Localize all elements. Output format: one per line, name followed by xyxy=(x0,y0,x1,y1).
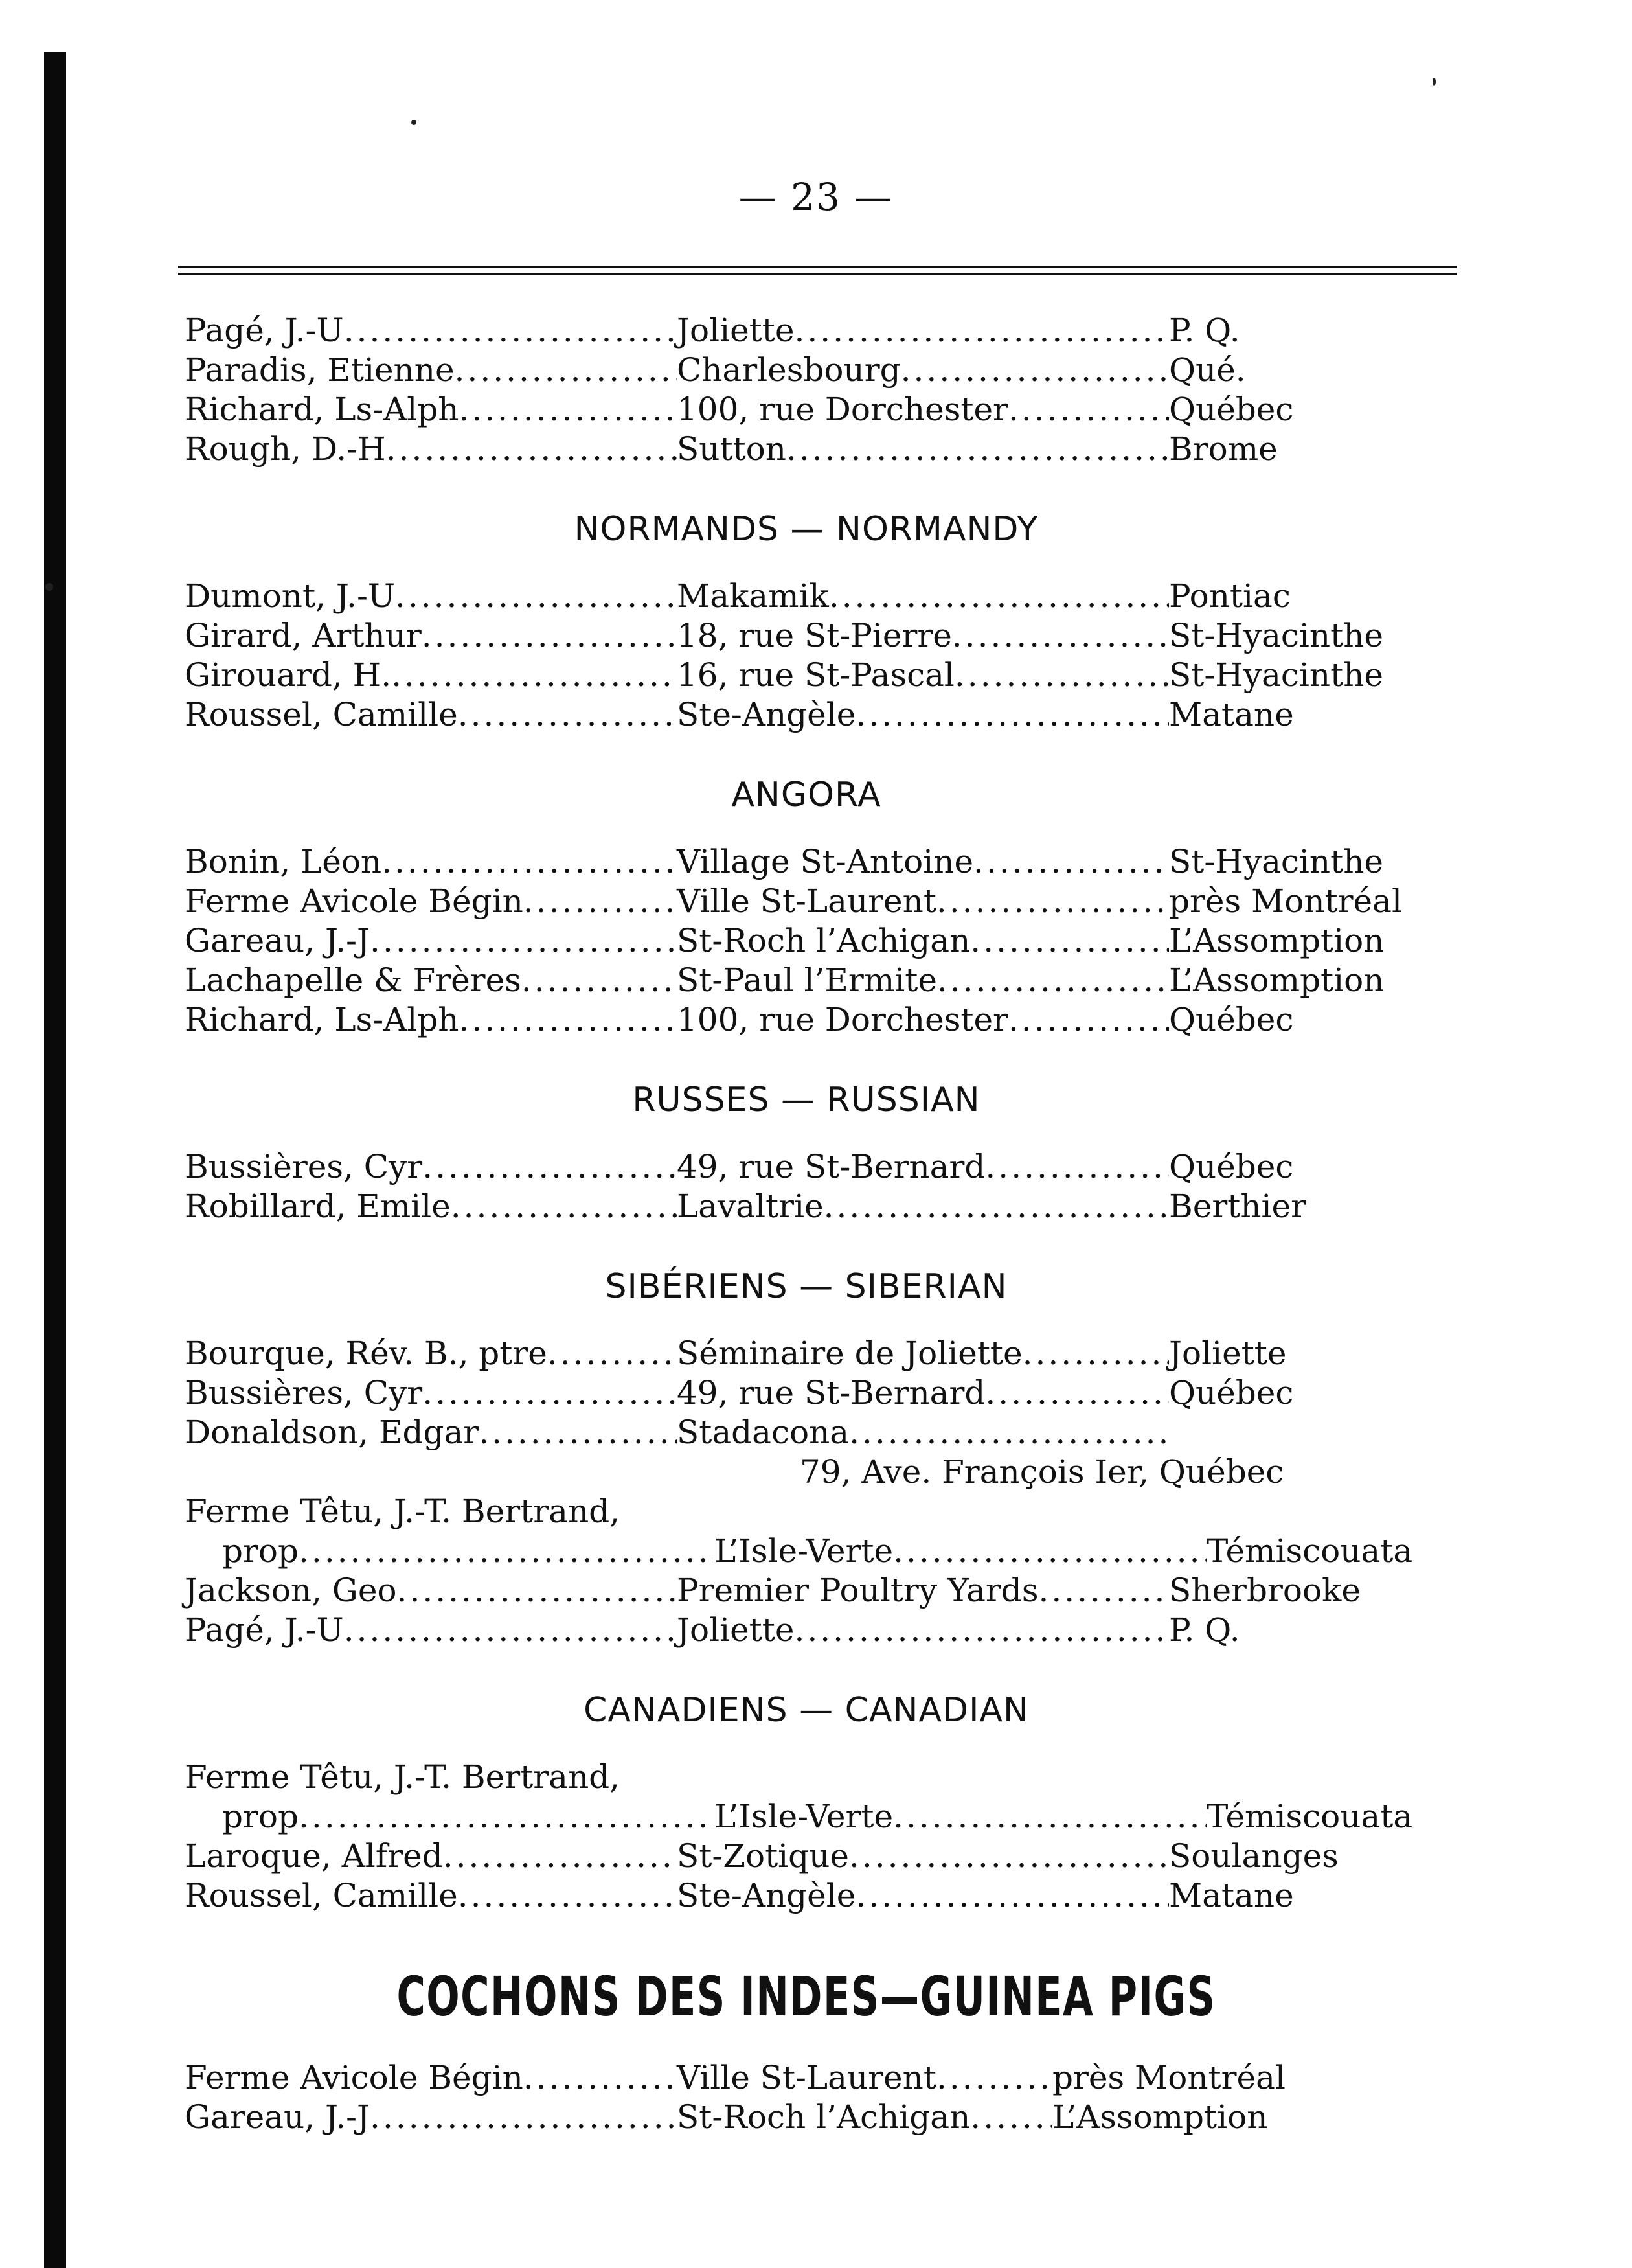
breeder-name: Gareau, J.-J xyxy=(185,922,370,959)
breeder-region: St-Hyacinthe xyxy=(1169,843,1383,880)
listing-row xyxy=(185,350,1428,390)
breeder-place: Joliette xyxy=(677,1611,795,1649)
listing-row xyxy=(185,656,1428,695)
breeder-place: 49, rue St-Bernard xyxy=(677,1374,986,1412)
breeder-name: Ferme Avicole Bégin xyxy=(185,882,523,920)
breeder-region: Sherbrooke xyxy=(1169,1572,1361,1609)
breeder-name: Bussières, Cyr xyxy=(185,1374,423,1412)
listing-row xyxy=(185,1797,1428,1837)
breeder-place: L’Isle-Verte xyxy=(714,1532,894,1570)
breeder-region: L’Assomption xyxy=(1169,922,1385,959)
breeder-region: P. Q. xyxy=(1169,312,1240,349)
print-speck xyxy=(1433,78,1436,86)
breeder-region: Qué. xyxy=(1169,351,1246,389)
listing-row xyxy=(185,577,1428,616)
breeder-region: près Montréal xyxy=(1169,882,1402,920)
breeder-region: P. Q. xyxy=(1169,1611,1240,1649)
address-continuation: 79, Ave. François Ier, Québec xyxy=(800,1453,1284,1491)
breeder-region: Québec xyxy=(1169,391,1294,428)
breeder-place: St-Roch l’Achigan xyxy=(677,2098,971,2136)
listing-row xyxy=(185,1571,1428,1610)
directory-listing xyxy=(185,311,1428,2137)
listing-row xyxy=(185,1876,1428,1916)
top-entries xyxy=(185,311,1428,469)
breeder-name: prop xyxy=(222,1532,299,1570)
listing-row xyxy=(185,1531,1428,1571)
breeder-name: Laroque, Alfred xyxy=(185,1837,443,1875)
print-speck xyxy=(411,120,416,125)
breeder-name: Roussel, Camille xyxy=(185,1877,458,1914)
breeder-region: L’Assomption xyxy=(1169,961,1385,999)
breeder-region: Matane xyxy=(1169,696,1294,733)
breeder-name: Richard, Ls-Alph xyxy=(185,1001,459,1038)
breeder-region: Brome xyxy=(1169,430,1278,468)
listing-row xyxy=(185,2058,1428,2098)
listing-row xyxy=(185,842,1428,882)
listing-row xyxy=(185,2098,1428,2137)
section-heading-russian: RUSSES — RUSSIAN xyxy=(632,1081,980,1119)
breeder-name: Pagé, J.-U xyxy=(185,1611,344,1649)
breeder-name: prop xyxy=(222,1798,299,1835)
breeder-name: Pagé, J.-U xyxy=(185,312,344,349)
listing-row xyxy=(185,1413,1428,1452)
breeder-name: Ferme Têtu, J.-T. Bertrand, xyxy=(185,1493,620,1530)
breeder-place: 18, rue St-Pierre xyxy=(677,617,952,654)
breeder-region: Québec xyxy=(1169,1148,1294,1186)
listing-row xyxy=(185,1187,1428,1226)
breeder-name: Girouard, H. xyxy=(185,656,392,694)
listing-row xyxy=(185,961,1428,1000)
breeder-name: Bonin, Léon xyxy=(185,843,382,880)
breeder-region: Soulanges xyxy=(1169,1837,1339,1875)
breeder-place: 49, rue St-Bernard xyxy=(677,1148,986,1186)
listing-row xyxy=(185,1334,1428,1373)
listing-row xyxy=(185,1837,1428,1876)
breeder-place: Ste-Angèle xyxy=(677,1877,856,1914)
breeder-region: Pontiac xyxy=(1169,577,1291,615)
breeder-place: Séminaire de Joliette xyxy=(677,1334,1023,1372)
breeder-name: Jackson, Geo xyxy=(185,1572,397,1609)
section-heading-siberian: SIBÉRIENS — SIBERIAN xyxy=(605,1267,1008,1306)
listing-row xyxy=(185,430,1428,469)
header-rule xyxy=(178,273,1457,275)
breeder-place: Ville St-Laurent xyxy=(677,2059,936,2096)
breeder-region: Québec xyxy=(1169,1374,1294,1412)
breeder-name: Robillard, Emile xyxy=(185,1187,451,1225)
breeder-name: Donaldson, Edgar xyxy=(185,1414,479,1451)
breeder-region: St-Hyacinthe xyxy=(1169,656,1383,694)
breeder-name: Paradis, Etienne xyxy=(185,351,455,389)
breeder-region: près Montréal xyxy=(1052,2059,1286,2096)
breeder-place: St-Paul l’Ermite xyxy=(677,961,937,999)
listing-row xyxy=(185,1000,1428,1040)
breeder-region: L’Assomption xyxy=(1052,2098,1268,2136)
breeder-name: Ferme Têtu, J.-T. Bertrand, xyxy=(185,1758,620,1796)
listing-row xyxy=(185,1147,1428,1187)
section-heading-canadian: CANADIENS — CANADIAN xyxy=(584,1691,1029,1730)
breeder-name: Ferme Avicole Bégin xyxy=(185,2059,523,2096)
breeder-region: Joliette xyxy=(1169,1334,1287,1372)
breeder-name: Bourque, Rév. B., ptre xyxy=(185,1334,547,1372)
breeder-place: 100, rue Dorchester xyxy=(677,391,1008,428)
header-rule xyxy=(178,266,1457,268)
breeder-place: Lavaltrie xyxy=(677,1187,824,1225)
print-speck xyxy=(45,583,53,591)
breeder-name: Richard, Ls-Alph xyxy=(185,391,459,428)
breeder-place: St-Roch l’Achigan xyxy=(677,922,971,959)
breeder-region: Témiscouata xyxy=(1207,1532,1413,1570)
breeder-region: Québec xyxy=(1169,1001,1294,1038)
breeder-place: Joliette xyxy=(677,312,795,349)
breeder-place: Ville St-Laurent xyxy=(677,882,936,920)
breeder-name: Roussel, Camille xyxy=(185,696,458,733)
breeder-region: St-Hyacinthe xyxy=(1169,617,1383,654)
listing-row xyxy=(185,616,1428,656)
breeder-place: St-Zotique xyxy=(677,1837,849,1875)
breeder-place: Premier Poultry Yards xyxy=(677,1572,1039,1609)
breeder-name: Bussières, Cyr xyxy=(185,1148,423,1186)
breeder-place: Makamik xyxy=(677,577,829,615)
section-heading-normandy: NORMANDS — NORMANDY xyxy=(574,510,1039,549)
page-number: — 23 — xyxy=(738,175,894,219)
breeder-place: Village St-Antoine xyxy=(677,843,974,880)
breeder-name: Rough, D.-H xyxy=(185,430,386,468)
listing-row xyxy=(185,1373,1428,1413)
chapter-heading-guinea-pigs: COCHONS DES INDES—GUINEA PIGS xyxy=(396,1965,1216,2028)
listing-row xyxy=(185,695,1428,735)
breeder-region: Témiscouata xyxy=(1207,1798,1413,1835)
listing-row xyxy=(185,921,1428,961)
breeder-place: 16, rue St-Pascal xyxy=(677,656,955,694)
binding-edge xyxy=(44,52,66,2268)
listing-row xyxy=(185,1492,1428,1531)
listing-row xyxy=(185,311,1428,350)
section-heading-angora: ANGORA xyxy=(731,775,881,814)
breeder-place: L’Isle-Verte xyxy=(714,1798,894,1835)
breeder-place: Charlesbourg xyxy=(677,351,901,389)
breeder-place: Sutton xyxy=(677,430,786,468)
breeder-name: Dumont, J.-U xyxy=(185,577,395,615)
breeder-place: Stadacona xyxy=(677,1414,850,1451)
breeder-place: Ste-Angèle xyxy=(677,696,856,733)
breeder-name: Gareau, J.-J xyxy=(185,2098,370,2136)
breeder-region: Matane xyxy=(1169,1877,1294,1914)
listing-row xyxy=(185,1758,1428,1797)
listing-row xyxy=(185,882,1428,921)
breeder-place: 100, rue Dorchester xyxy=(677,1001,1008,1038)
breeder-name: Girard, Arthur xyxy=(185,617,422,654)
listing-row xyxy=(185,390,1428,430)
breeder-name: Lachapelle & Frères xyxy=(185,961,521,999)
breeder-region: Berthier xyxy=(1169,1187,1307,1225)
listing-row xyxy=(185,1610,1428,1650)
